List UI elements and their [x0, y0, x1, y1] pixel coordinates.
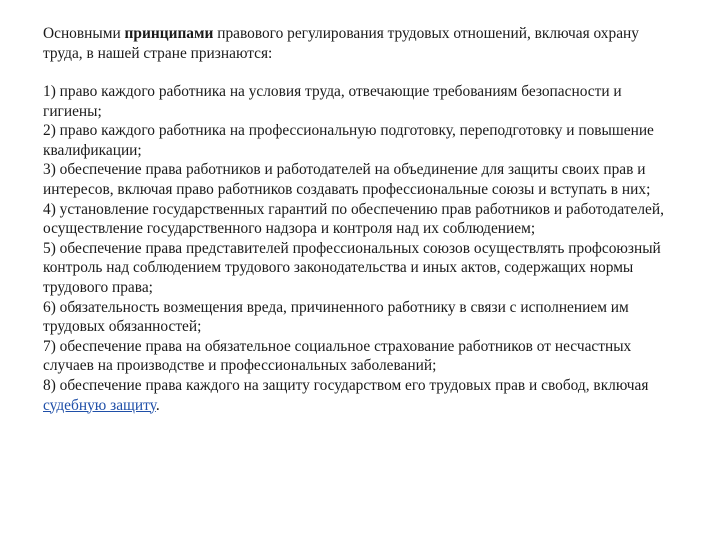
- list-item-6: 6) обязательность возмещения вреда, причиненного работнику в связи с исполнением им трудовых обязанностей;: [43, 298, 629, 336]
- list-item-3: 3) обеспечение права работников и работодателей на объединение для защиты своих прав и интересов, включая право работников создавать профессиональные союзы и вступать в них;: [43, 161, 651, 198]
- intro-after: правового регулирования трудовых отношений, включая охрану труда, в нашей стране признаются:: [43, 25, 639, 62]
- list-item-8-text: 8) обеспечение права каждого на защиту государством его трудовых прав и свобод, включая: [43, 376, 649, 394]
- list-item-7: 7) обеспечение права на обязательное социальное страхование работников от несчастных случаев на производстве и профессиональных заболеваний;: [43, 337, 632, 375]
- intro-before: Основными: [43, 25, 125, 42]
- judicial-protection-link[interactable]: судебную защиту: [43, 396, 156, 414]
- intro-bold-principles: принципами: [124, 25, 214, 42]
- list-item-1: 1) право каждого работника на условия труда, отвечающие требованиям безопасности и гигиены;: [43, 83, 622, 120]
- slide-content: [43, 24, 675, 415]
- list-item-8: [43, 376, 675, 415]
- intro-paragraph: [43, 24, 675, 64]
- list-item-8-end: .: [155, 396, 160, 414]
- list-item-5: 5) обеспечение права представителей профессиональных союзов осуществлять профсоюзный контроль над соблюдением трудового законодательства и иных актов, содержащих нормы трудового права;: [43, 239, 661, 296]
- list-item-4: 4) установление государственных гарантий по обеспечению прав работников и работодателей, осуществление государственного надзора и контроля над их соблюдением;: [43, 200, 664, 238]
- principles-list: [43, 82, 675, 415]
- list-item-2: 2) право каждого работника на профессиональную подготовку, переподготовку и повышение квалификации;: [43, 122, 654, 159]
